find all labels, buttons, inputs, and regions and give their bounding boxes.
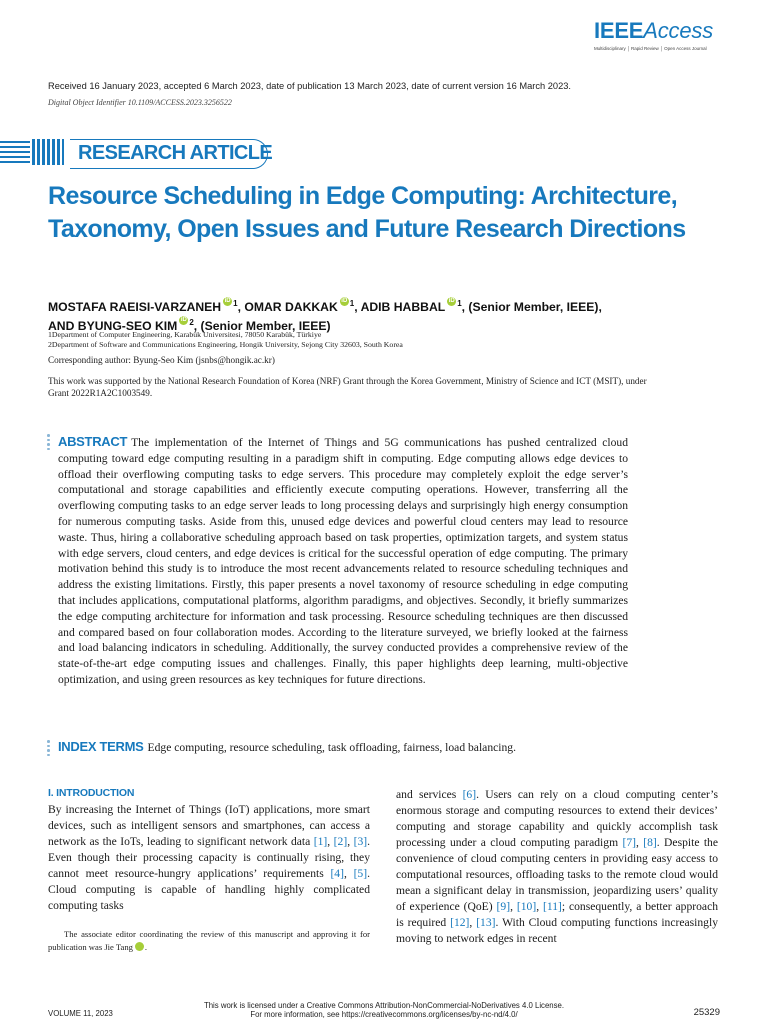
body-text: By increasing the Internet of Things (IoT) applications, more smart devices, such as intelligent sensors and smartphones, can access a network as the IoTs, leading to significant network data <box>48 803 370 848</box>
paper-title: Resource Scheduling in Edge Computing: Architecture, Taxonomy, Open Issues and Future Research Directions <box>48 182 686 243</box>
citation-link[interactable]: [13] <box>476 916 496 929</box>
citation-link[interactable]: [11] <box>542 900 562 913</box>
license-note <box>0 1001 768 1019</box>
orcid-icon[interactable]: iD <box>448 298 455 304</box>
separator: , <box>510 900 517 913</box>
author-title: , (Senior Member, IEEE), <box>461 300 602 315</box>
volume-info: VOLUME 11, 2023 <box>48 1009 113 1018</box>
body-column-left <box>48 802 370 914</box>
received-dates: Received 16 January 2023, accepted 6 March 2023, date of publication 13 March 2023, date of current version 16 March 2023. <box>48 81 572 91</box>
funding-note: This work was supported by the National Research Foundation of Korea (NRF) Grant through the Korea Government, Ministry of Science and ICT (MSIT), under Grant 2022R1A2C1003549. <box>48 376 647 398</box>
logo-brand: IEEE <box>593 18 644 43</box>
citation-link[interactable]: [4] <box>330 867 344 880</box>
citation-link[interactable]: [2] <box>333 835 348 848</box>
article-type: RESEARCH ARTICLE <box>78 142 273 164</box>
affiliation-1: 1Department of Computer Engineering, Karabük Universitesi, 78050 Karabük, Türkiye <box>48 330 322 339</box>
citation-link[interactable]: [5] <box>353 867 368 880</box>
author-name: AND BYUNG-SEO KIM <box>48 319 178 334</box>
index-terms <box>58 739 638 756</box>
orcid-icon[interactable]: iD <box>341 298 348 304</box>
author-name: ADIB HABBAL <box>360 300 446 315</box>
doi: Digital Object Identifier 10.1109/ACCESS.2023.3256522 <box>48 98 232 107</box>
citation-link[interactable]: [10] <box>516 900 537 913</box>
separator: , <box>347 835 354 848</box>
logo-access: Access <box>643 18 713 43</box>
citation-link[interactable]: [12] <box>450 916 470 929</box>
citation-link[interactable]: [8] <box>643 836 657 849</box>
separator: , <box>343 867 354 880</box>
separator: , <box>327 835 334 848</box>
corresponding-author: Corresponding author: Byung-Seo Kim (jsnbs@hongik.ac.kr) <box>48 355 275 365</box>
index-dots-icon <box>47 740 50 758</box>
research-article-bars <box>0 135 66 169</box>
separator: , <box>635 836 644 849</box>
affiliation-mark: 2 <box>189 318 194 328</box>
affiliation-2: 2Department of Software and Communications Engineering, Hongik University, Sejong City 32603, South Korea <box>48 340 403 349</box>
affiliation-mark: 1 <box>457 299 462 308</box>
orcid-icon[interactable]: iD <box>180 317 187 324</box>
citation-link[interactable]: [9] <box>496 900 511 913</box>
orcid-icon[interactable]: iD <box>135 942 144 951</box>
affiliation-mark: 1 <box>233 299 238 308</box>
abstract-dots-icon <box>47 434 50 452</box>
separator: , <box>469 916 477 929</box>
body-text: . Despite the convenience of cloud computing centers in providing easy access to computational resources, offloading tasks to the remote cloud would mean a significant delay in transmission, jeopardizing users’ quality of experience (QoE) <box>396 836 718 913</box>
body-text: . Cloud computing is capable of handling highly complicated computing tasks <box>48 867 370 912</box>
author-name: OMAR DAKKAK <box>244 300 338 315</box>
license-link[interactable]: For more information, see https://creativecommons.org/licenses/by-nc-nd/4.0/ <box>250 1010 518 1019</box>
orcid-icon[interactable]: iD <box>224 298 231 304</box>
author-title: , (Senior Member, IEEE) <box>193 319 331 334</box>
body-column-right <box>396 787 718 947</box>
body-text: and services <box>396 788 463 801</box>
body-text: ; consequently, a better approach is required <box>396 900 719 929</box>
author-list: MOSTAFA RAEISI-VARZANEH iD $^1$, OMAR DAKKAK iD $^1$, ADIB HABBAL iD $^1$, (Senior Member, IEEE), AND BYUNG-SEO KIM iD $^2$, (Senior Member, IEEE) <box>48 298 602 334</box>
index-terms-label: INDEX TERMS <box>58 739 144 754</box>
abstract <box>58 434 628 688</box>
affiliation-mark: 1 <box>349 299 355 308</box>
citation-link[interactable]: [3] <box>353 835 368 848</box>
abstract-label: ABSTRACT <box>58 434 128 449</box>
citation-link[interactable]: [6] <box>462 788 477 801</box>
license-line: This work is licensed under a Creative Commons Attribution-NonCommercial-NoDerivatives 4.0 License. <box>203 1001 565 1010</box>
index-terms-text: Edge computing, resource scheduling, task offloading, fairness, load balancing. <box>147 741 516 754</box>
abstract-text: The implementation of the Internet of Things and 5G communications has pushed centralized cloud computing toward edge computing resulting in a paradigm shift in computing. Edge computing allows edge devices to offload their overflowing computing tasks to edge servers. This procedure may completely exploit the edge server’s computational and storage capabilities and efficiently execute computing operations. However, transferring all the overflowing computing tasks to an edge server leads to long processing delays and surprisingly high energy consumption for numerous computing tasks. Aside from this, unused edge devices and powerful cloud centers may lead to resource waste. Thus, hiring a collaborative scheduling approach based on task properties, optimization targets, and system status with edge servers, cloud centers, and edge devices is critical for the successful operation of edge computing. The primary motivation behind this study is to introduce the most recent advancements related to resource scheduling techniques and address the existing limitations. Firstly, this paper presents a novel taxonomy of resource scheduling in edge computing that includes applications, computational platforms, algorithm paradigms, and objectives. Secondly, it briefly summarizes the edge computing architecture for information and task processing. Resource scheduling techniques are then discussed and compared based on four collaboration modes. According to the literature surveyed, we briefly looked at the fairness and load balancing indicators in scheduling. Additionally, the survey conducted provides a comprehensive review of the state-of-the-art edge computing issues and challenges. Finally, this paper highlights deep learning, multi-objective optimization, and using green resources as key techniques for future directions. <box>58 436 628 686</box>
author-name: MOSTAFA RAEISI-VARZANEH <box>48 300 222 315</box>
section-heading: I. INTRODUCTION <box>48 787 135 799</box>
page-number: 25329 <box>693 1007 720 1018</box>
logo-tagline: Multidisciplinary │ Rapid Review │ Open Access Journal <box>593 46 707 51</box>
body-text: . With Cloud computing functions increasingly moving to network edges in recent <box>396 916 718 945</box>
separator: , <box>536 900 543 913</box>
body-text: . Even though their processing capacity is continually rising, they cannot meet resource-hungry applications’ requirements <box>48 835 371 880</box>
editor-footnote: The associate editor coordinating the review of this manuscript and approving it for publication was Jie Tang iD. <box>48 929 370 952</box>
citation-link[interactable]: [1] <box>313 835 328 848</box>
footnote-text: The associate editor coordinating the review of this manuscript and approving it for publication was Jie Tang <box>48 929 370 952</box>
body-text: . Users can rely on a cloud computing center’s enormous storage and computing resources to extend their devices’ computing and storage capability and quickly accomplish task processing under a cloud computing paradigm <box>396 788 718 849</box>
journal-logo <box>594 20 713 51</box>
citation-link[interactable]: [7] <box>622 836 636 849</box>
